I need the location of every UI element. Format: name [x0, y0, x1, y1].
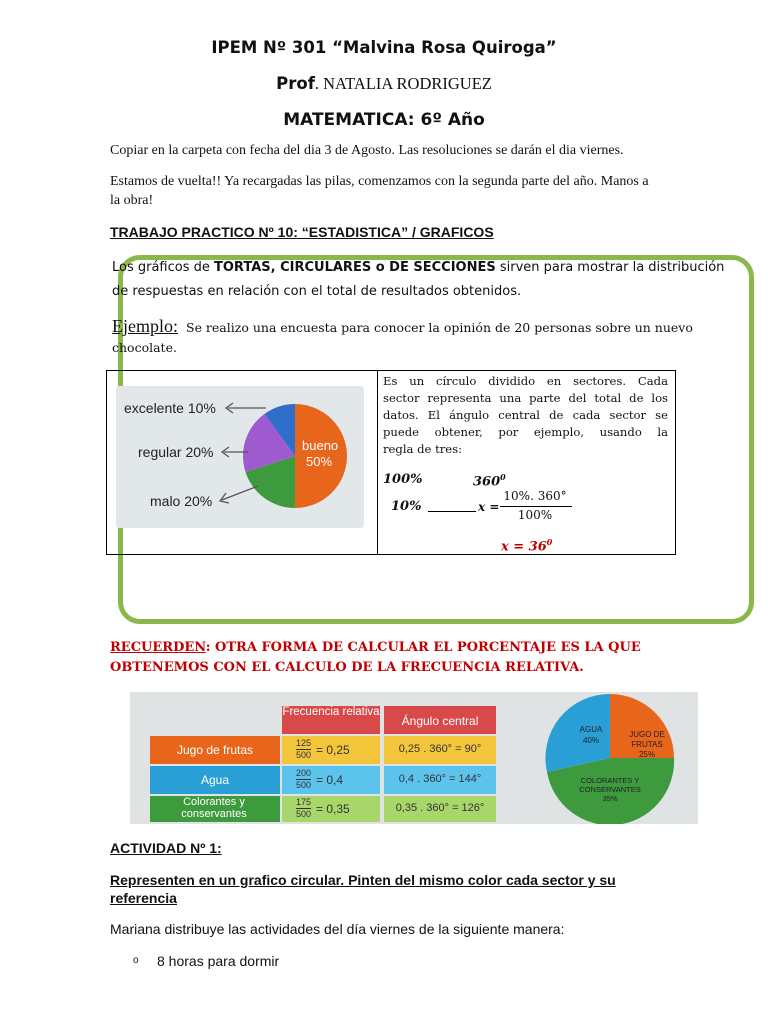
colorantes-label-2: CONSERVANTES — [579, 785, 641, 794]
pie-chart-example — [116, 386, 364, 528]
jugo-pct: 25% — [638, 750, 655, 759]
activity-instruction-2: referencia — [110, 890, 177, 906]
row-3-freq: = 0,35 — [316, 802, 350, 816]
fraction-denominator: 100% — [517, 508, 553, 522]
tp-title: TRABAJO PRACTICO Nº 10: “ESTADISTICA” / GRAFICOS — [110, 224, 494, 240]
intro-line-2b: la obra! — [110, 193, 154, 208]
def-part2: sirven para mostrar la distribución — [495, 260, 725, 275]
colorantes-pct: 35% — [602, 794, 618, 803]
explanation-line: datos. El ángulo central de cada sector se — [383, 408, 668, 422]
row-1-angle: 0,25 . 360° = 90° — [398, 743, 482, 755]
reminder-rest: : OTRA FORMA DE CALCULAR EL PORCENTAJE ES LA QUE — [205, 640, 641, 655]
intro-line-1: Copiar en la carpeta con fecha del dia 3 de Agosto. Las resoluciones se darán el dia viernes. — [110, 143, 624, 158]
list-item: 8 horas para dormir — [157, 953, 280, 969]
activity-title: ACTIVIDAD Nº 1: — [110, 840, 222, 856]
row-2-den: 500 — [296, 780, 312, 790]
pie-label-bueno: bueno — [302, 438, 339, 453]
freq-pie-label-agua — [566, 724, 616, 746]
prof-prefix: Prof — [276, 74, 315, 93]
header-frecuencia: Frecuencia relativa — [282, 706, 380, 718]
row-1-name: Jugo de frutas — [176, 743, 254, 757]
definition-line-1 — [112, 260, 724, 275]
explanation-line: sector representa una parte del total de los — [383, 391, 668, 405]
example-text-2: chocolate. — [112, 340, 177, 355]
example-line — [112, 316, 693, 337]
pie-label-bueno-pct: 50% — [306, 454, 333, 469]
row-3-name: Colorantes y conservantes — [181, 796, 247, 820]
rule-row-1-left: 100% — [383, 472, 423, 487]
row-1-num: 125 — [296, 738, 312, 748]
row-2-name: Agua — [200, 773, 230, 787]
result-sup: 0 — [546, 537, 553, 547]
row-3-num: 175 — [296, 797, 312, 807]
reminder-line-2: OBTENEMOS CON EL CALCULO DE LA FRECUENCIA RELATIVA. — [110, 660, 584, 675]
x-equals: x = — [478, 500, 500, 514]
pie-label-malo: malo 20% — [150, 493, 213, 509]
agua-pct: 40% — [582, 736, 599, 745]
fraction-bar — [500, 506, 572, 507]
pie-label-regular: regular 20% — [138, 444, 214, 460]
result-text: x = 36 — [501, 539, 547, 555]
reminder-line-1 — [110, 640, 641, 655]
agua-label: AGUA — [579, 725, 603, 734]
row-2-angle: 0,4 . 360° = 144° — [398, 773, 482, 785]
activity-text: Mariana distribuye las actividades del día viernes de la siguiente manera: — [110, 921, 565, 937]
intro-line-2a: Estamos de vuelta!! Ya recargadas las pilas, comenzamos con la segunda parte del año. Manos a — [110, 174, 649, 189]
row-3-den: 500 — [296, 809, 312, 819]
explanation-block — [383, 373, 668, 458]
frequency-table-image — [130, 692, 698, 824]
prof-rest: . NATALIA RODRIGUEZ — [314, 74, 492, 93]
school-title: IPEM Nº 301 “Malvina Rosa Quiroga” — [211, 38, 557, 57]
bullet-icon: o — [133, 955, 139, 966]
header-angulo: Ángulo central — [401, 714, 479, 728]
rule-sup: 0 — [500, 472, 506, 482]
subject-title: MATEMATICA: 6º Año — [283, 110, 485, 130]
result — [501, 537, 552, 554]
definition-line-2: de respuestas en relación con el total de resultados obtenidos. — [112, 284, 522, 299]
rule-row-1-right — [473, 472, 506, 489]
explanation-line: regla de tres: — [383, 442, 463, 456]
reminder-label: RECUERDEN — [110, 640, 206, 655]
rule-row-2-left: 10% — [391, 499, 422, 514]
row-1-freq: = 0,25 — [316, 743, 350, 757]
def-part1: Los gráficos de — [112, 260, 215, 275]
jugo-label-2: FRUTAS — [631, 740, 663, 749]
example-label: Ejemplo: — [112, 316, 178, 336]
def-bold: TORTAS, CIRCULARES o DE SECCIONES — [214, 260, 496, 275]
colorantes-label-1: COLORANTES Y — [580, 776, 640, 785]
example-text-1: Se realizo una encuesta para conocer la opinión de 20 personas sobre un nuevo — [186, 320, 693, 335]
rule-line — [428, 511, 476, 512]
freq-pie-label-jugo — [622, 730, 672, 760]
explanation-line: Es un círculo dividido en sectores. Cada — [383, 374, 668, 388]
row-2-num: 200 — [296, 768, 312, 778]
jugo-label-1: JUGO DE — [629, 730, 665, 739]
fraction-numerator: 10%. 360° — [503, 489, 567, 503]
row-1-den: 500 — [296, 750, 312, 760]
pie-label-excelente: excelente 10% — [124, 400, 216, 416]
explanation-line: puede obtener, por ejemplo, usando la — [383, 425, 668, 439]
row-3-angle: 0,35 . 360° = 126° — [395, 802, 485, 814]
rule-360: 360 — [473, 474, 501, 490]
teacher-name — [0, 74, 768, 94]
activity-instruction-1: Representen en un grafico circular. Pinten del mismo color cada sector y su — [110, 872, 616, 888]
row-2-freq: = 0,4 — [316, 773, 344, 787]
freq-pie-label-colorantes — [570, 776, 650, 803]
